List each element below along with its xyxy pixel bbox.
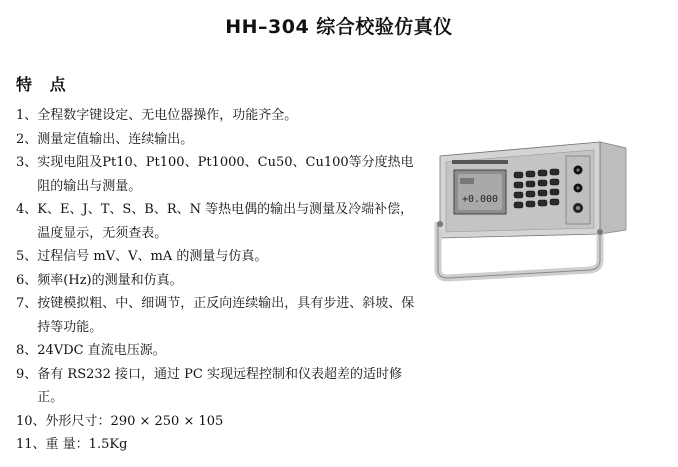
item-text: 全程数字键设定、无电位器操作，功能齐全。 — [37, 108, 298, 123]
item-number: 1、 — [16, 108, 38, 123]
list-item — [16, 198, 416, 245]
item-number: 9、 — [16, 366, 38, 382]
item-text: 24VDC 直流电压源。 — [37, 343, 166, 358]
list-item — [16, 151, 416, 198]
list-item — [16, 433, 416, 457]
list-item — [16, 128, 416, 152]
item-text: K、E、J、T、S、B、R、N 等热电偶的输出与测量及冷端补偿，温度显示，无须查表。 — [37, 202, 414, 241]
handle-pivot-right — [597, 229, 603, 235]
item-number: 11、 — [16, 437, 46, 452]
item-number: 4、 — [16, 202, 38, 217]
item-text: 实现电阻及Pt10、Pt100、Pt1000、Cu50、Cu100等分度热电阻的输出与测量。 — [37, 155, 414, 194]
feature-list — [16, 104, 416, 457]
lcd-indicator — [460, 178, 474, 184]
section-heading: 特 点 — [16, 75, 72, 94]
item-text: 测量定值输出、连续输出。 — [37, 131, 194, 147]
device-model-label — [452, 160, 508, 164]
item-number: 2、 — [16, 131, 38, 147]
list-item — [16, 245, 416, 269]
item-number: 10、 — [16, 413, 46, 429]
item-number: 8、 — [16, 343, 38, 358]
lcd-readout: +0.000 — [461, 194, 499, 205]
handle-pivot-left — [437, 221, 443, 227]
list-item — [16, 292, 416, 339]
item-text: 备有 RS232 接口，通过 PC 实现远程控制和仪表超差的适时修正。 — [37, 366, 403, 405]
device-side-panel — [600, 142, 626, 234]
item-text: 按键模拟粗、中、细调节，正反向连续输出，具有步进、斜坡、保持等功能。 — [37, 296, 415, 335]
list-item — [16, 339, 416, 363]
item-text: 外形尺寸：290 × 250 × 105 — [45, 413, 224, 429]
calibrator-device-photo — [430, 130, 630, 290]
list-item — [16, 363, 416, 410]
item-number: 6、 — [16, 272, 38, 288]
item-number: 3、 — [16, 155, 38, 170]
list-item — [16, 104, 416, 128]
item-number: 5、 — [16, 249, 38, 264]
item-text: 重 量：1.5Kg — [45, 437, 128, 452]
item-text: 频率(Hz)的测量和仿真。 — [37, 272, 183, 288]
item-number: 7、 — [16, 296, 38, 311]
document-title: HH–304 综合校验仿真仪 — [225, 16, 453, 38]
terminal-jacks — [573, 166, 583, 214]
list-item — [16, 269, 416, 293]
list-item — [16, 410, 416, 434]
item-text: 过程信号 mV、V、mA 的测量与仿真。 — [37, 249, 268, 264]
